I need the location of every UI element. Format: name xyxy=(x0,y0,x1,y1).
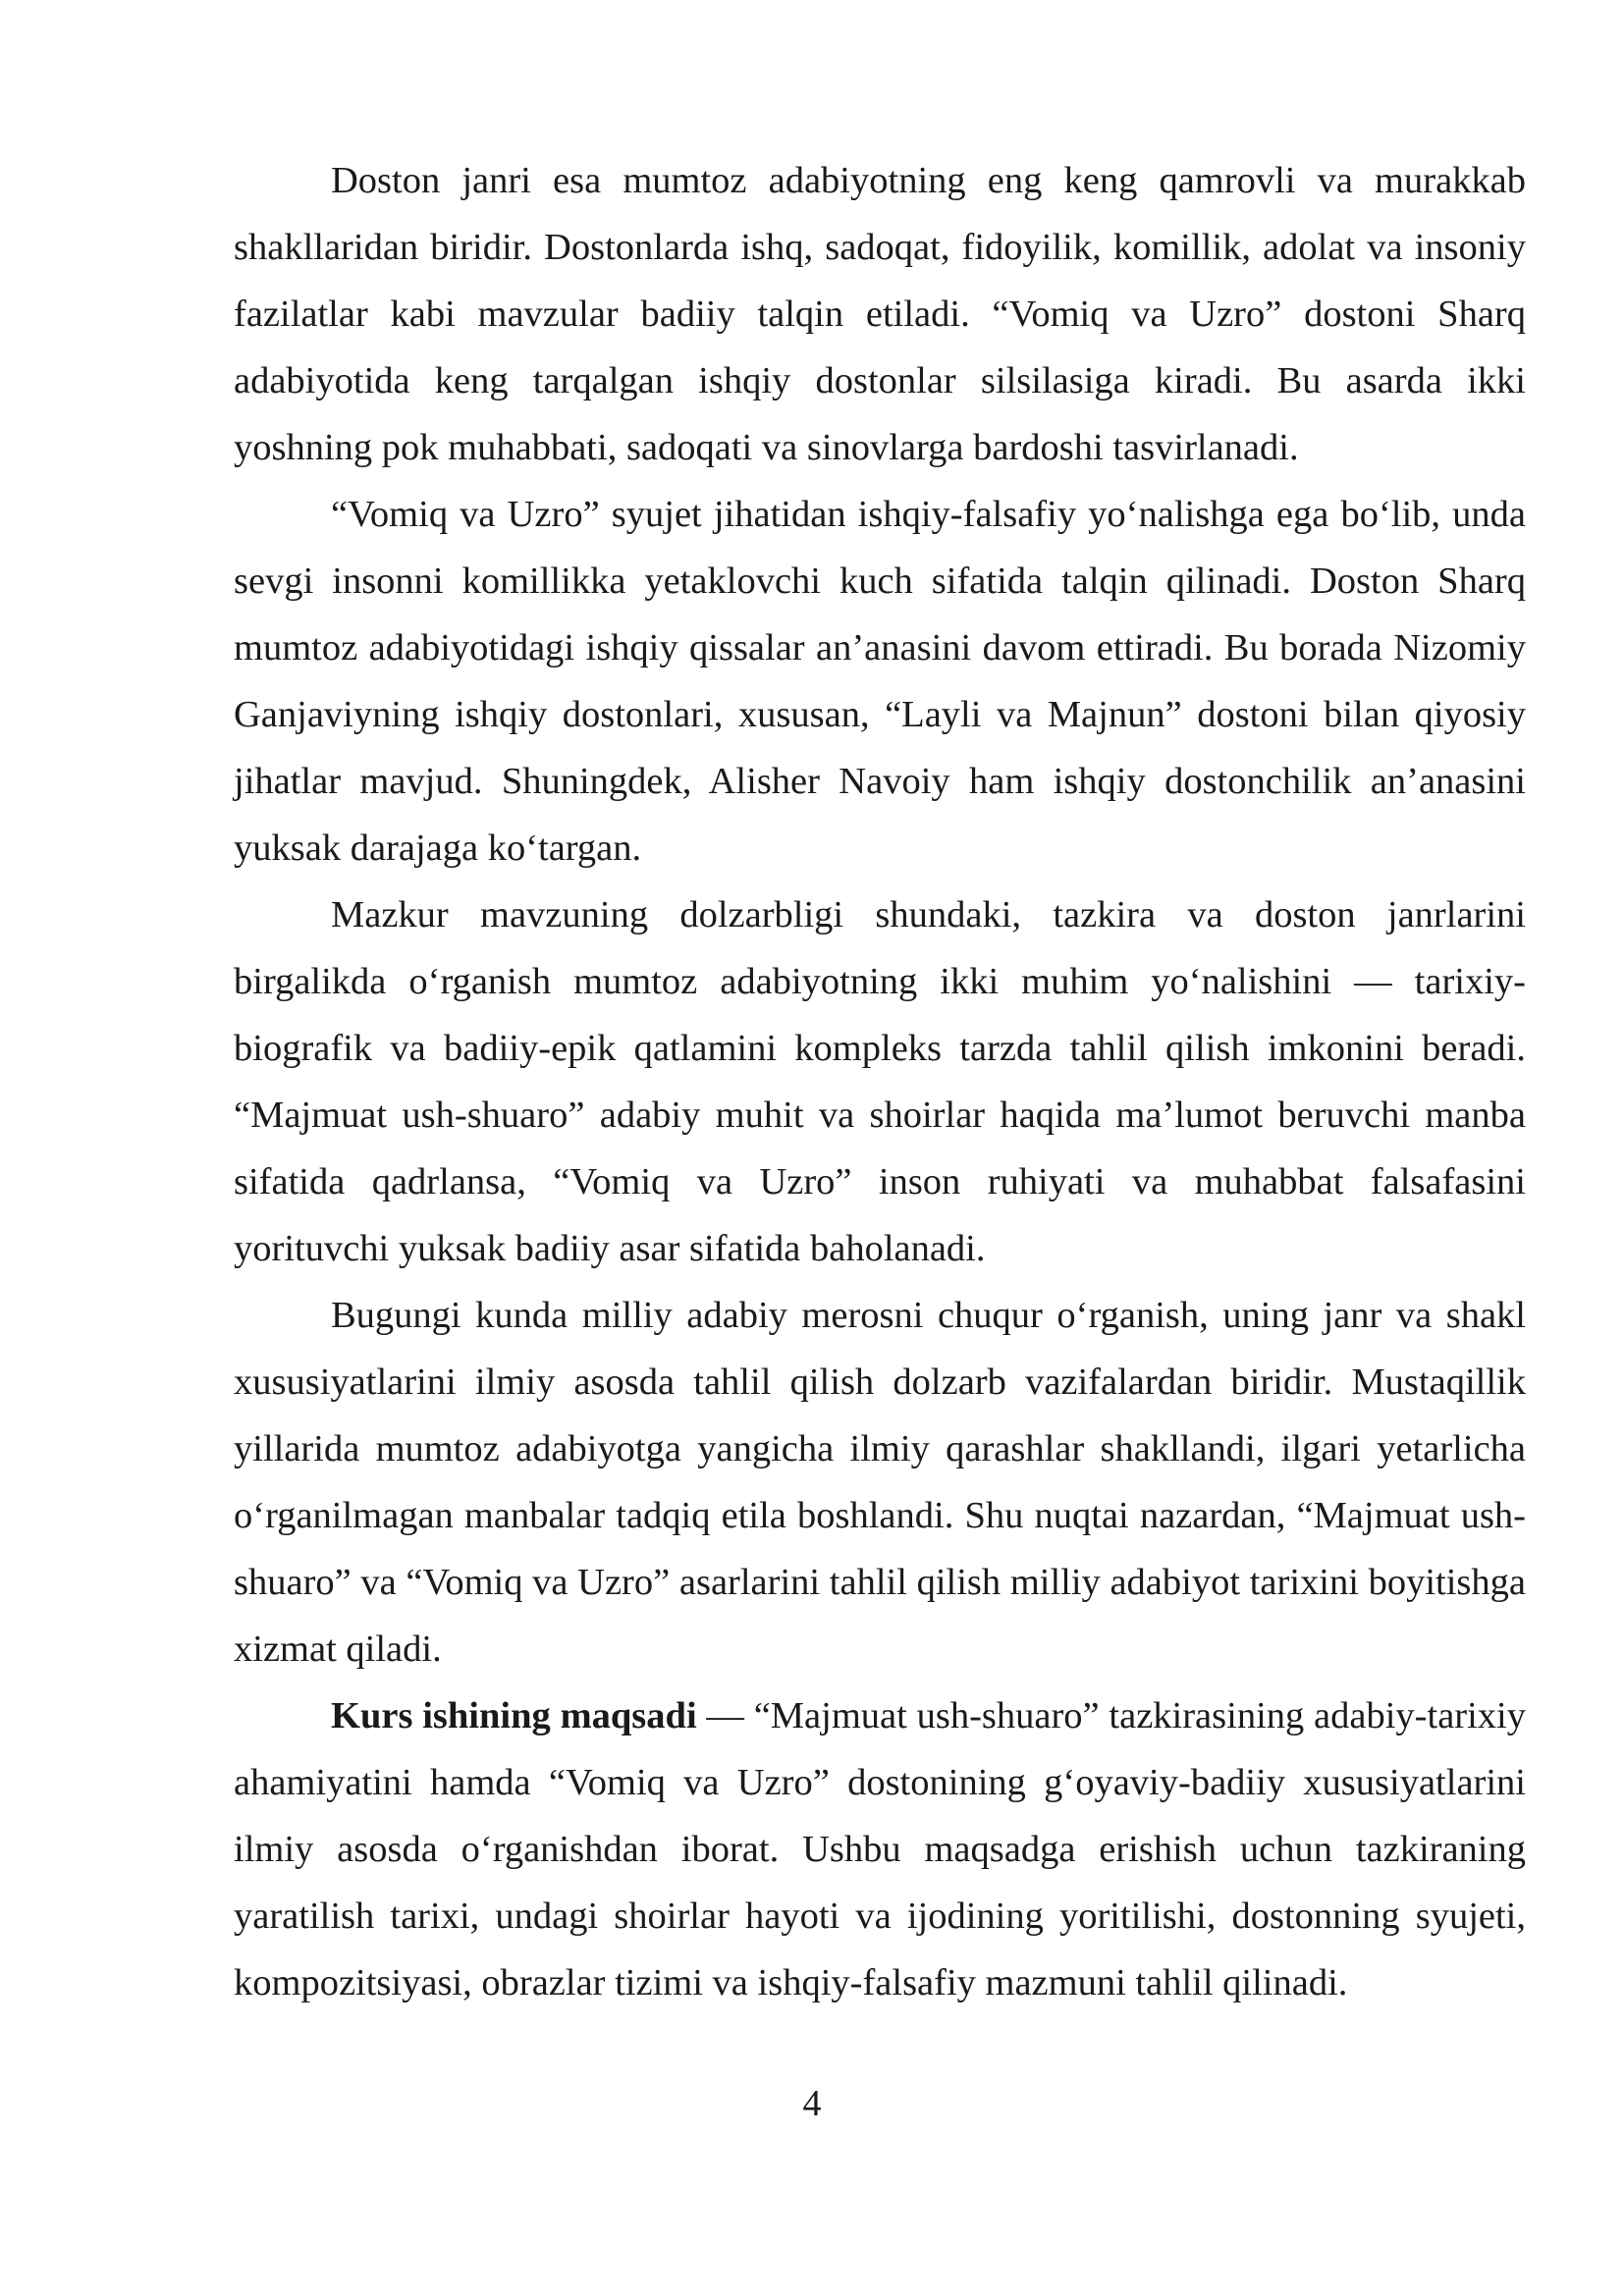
paragraph-3 xyxy=(234,881,1526,1282)
page-number: 4 xyxy=(802,2083,822,2124)
paragraph-3-text: Mazkur mavzuning dolzarbligi shundaki, tazkira va doston janrlarini birgalikda o‘rganish mumtoz adabiyotning ikki muhim yo‘nalishini — tarixiy-biografik va badiiy-epik qatlamini kompleks tarzda tahlil qilish imkonini beradi. “Majmuat ush-shuaro” adabiy muhit va shoirlar haqida ma’lumot beruvchi manba sifatida qadrlansa, “Vomiq va Uzro” inson ruhiyati va muhabbat falsafasini yorituvchi yuksak badiiy asar sifatida baholanadi. xyxy=(234,894,1526,1269)
paragraph-2 xyxy=(234,481,1526,881)
paragraph-4-text: Bugungi kunda milliy adabiy merosni chuqur o‘rganish, uning janr va shakl xususiyatlarini ilmiy asosda tahlil qilish dolzarb vazifalardan biridir. Mustaqillik yillarida mumtoz adabiyotga yangicha ilmiy qarashlar shakllandi, ilgari yetarlicha o‘rganilmagan manbalar tadqiq etila boshlandi. Shu nuqtai nazardan, “Majmuat ush-shuaro” va “Vomiq va Uzro” asarlarini tahlil qilish milliy adabiyot tarixini boyitishga xizmat qiladi. xyxy=(234,1295,1526,1670)
paragraph-5-lead: Kurs ishining maqsadi xyxy=(331,1695,697,1736)
paragraph-5 xyxy=(234,1682,1526,2016)
body-text xyxy=(234,147,1526,2016)
paragraph-2-text: “Vomiq va Uzro” syujet jihatidan ishqiy-falsafiy yo‘nalishga ega bo‘lib, unda sevgi insonni komillikka yetaklovchi kuch sifatida talqin qilinadi. Doston Sharq mumtoz adabiyotidagi ishqiy qissalar an’anasini davom ettiradi. Bu borada Nizomiy Ganjaviyning ishqiy dostonlari, xususan, “Layli va Majnun” dostoni bilan qiyosiy jihatlar mavjud. Shuningdek, Alisher Navoiy ham ishqiy dostonchilik an’anasini yuksak darajaga ko‘targan. xyxy=(234,494,1526,869)
paragraph-1 xyxy=(234,147,1526,481)
paragraph-1-text: Doston janri esa mumtoz adabiyotning eng keng qamrovli va murakkab shakllaridan biridir. Dostonlarda ishq, sadoqat, fidoyilik, komillik, adolat va insoniy fazilatlar kabi mavzular badiiy talqin etiladi. “Vomiq va Uzro” dostoni Sharq adabiyotida keng tarqalgan ishqiy dostonlar silsilasiga kiradi. Bu asarda ikki yoshning pok muhabbati, sadoqati va sinovlarga bardoshi tasvirlanadi. xyxy=(234,160,1526,468)
paragraph-4 xyxy=(234,1282,1526,1682)
paragraph-5-text: — “Majmuat ush-shuaro” tazkirasining adabiy-tarixiy ahamiyatini hamda “Vomiq va Uzro” dostonining g‘oyaviy-badiiy xususiyatlarini ilmiy asosda o‘rganishdan iborat. Ushbu maqsadga erishish uchun tazkiraning yaratilish tarixi, undagi shoirlar hayoti va ijodining yoritilishi, dostonning syujeti, kompozitsiyasi, obrazlar tizimi va ishqiy-falsafiy mazmuni tahlil qilinadi. xyxy=(234,1695,1526,2003)
